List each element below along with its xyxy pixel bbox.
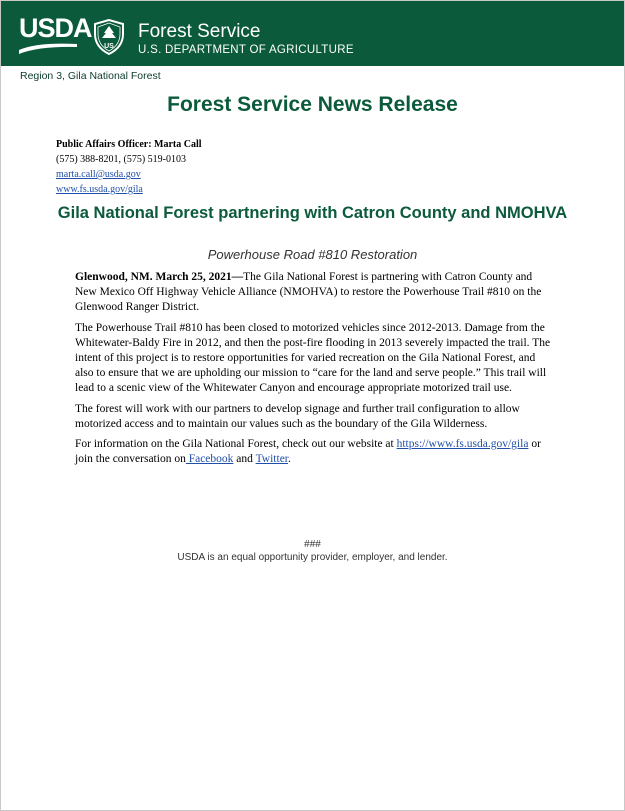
- paragraph-1: [75, 270, 555, 316]
- agency-banner: [1, 1, 624, 66]
- paragraph-4: [75, 437, 555, 467]
- usda-logo-text: USDA: [19, 13, 92, 43]
- paragraph-4-end: .: [288, 453, 291, 466]
- twitter-link[interactable]: Twitter: [255, 453, 288, 466]
- paragraph-1-text: The Gila National Forest is partnering with Catron County and New Mexico Off Highway Vehicle Alliance (NMOHVA) to restore the Powerhouse Trail #810 on the Glenwood Ranger District.: [75, 271, 542, 314]
- website-link[interactable]: https://www.fs.usda.gov/gila: [396, 438, 529, 451]
- usda-logo: [19, 13, 92, 59]
- forest-service-shield-icon: [92, 19, 126, 55]
- release-body: [75, 270, 555, 472]
- contact-email-link[interactable]: marta.call@usda.gov: [56, 169, 141, 180]
- contact-website-link[interactable]: www.fs.usda.gov/gila: [56, 184, 143, 195]
- usda-swoosh-icon: [19, 40, 77, 56]
- paragraph-4-mid: or join the conversation on: [75, 438, 541, 466]
- paragraph-2: The Powerhouse Trail #810 has been closed to motorized vehicles since 2012-2013. Damage from the Whitewater-Baldy Fire in 2012, and then the post-fire flooding in 2013 severely impacted the trail. The intent of this project is to restore opportunities for varied recreation on the Gila National Forest, and also to ensure that we are upholding our mission to “care for the land and serve people.” This trail will lead to a scenic view of the Whitewater Canyon and encourage appropriate motorized trail use.: [75, 321, 551, 395]
- shield-text: US: [104, 43, 114, 50]
- release-subtitle: Powerhouse Road #810 Restoration: [207, 247, 418, 262]
- end-marks: ###: [304, 539, 321, 550]
- page-title: Forest Service News Release: [167, 93, 458, 116]
- paragraph-4-and: and: [233, 453, 256, 466]
- contact-block: [56, 137, 202, 197]
- region-line: Region 3, Gila National Forest: [20, 70, 161, 82]
- release-title: Gila National Forest partnering with Catron County and NMOHVA: [57, 204, 568, 222]
- paragraph-3: The forest will work with our partners to develop signage and further trail configuration to allow motorized access and to maintain our values such as the boundary of the Gila Wilderness.: [75, 402, 520, 430]
- contact-phones: (575) 388-8201, (575) 519-0103: [56, 154, 186, 165]
- eeo-statement: USDA is an equal opportunity provider, employer, and lender.: [177, 552, 448, 563]
- contact-officer: Public Affairs Officer: Marta Call: [56, 139, 202, 150]
- facebook-link[interactable]: Facebook: [185, 453, 234, 466]
- paragraph-4-prefix: For information on the Gila National Forest, check out our website at: [75, 438, 397, 451]
- dateline: Glenwood, NM. March 25, 2021—: [75, 271, 244, 283]
- agency-name: Forest Service: [138, 21, 261, 42]
- department-name: U.S. DEPARTMENT OF AGRICULTURE: [138, 44, 354, 56]
